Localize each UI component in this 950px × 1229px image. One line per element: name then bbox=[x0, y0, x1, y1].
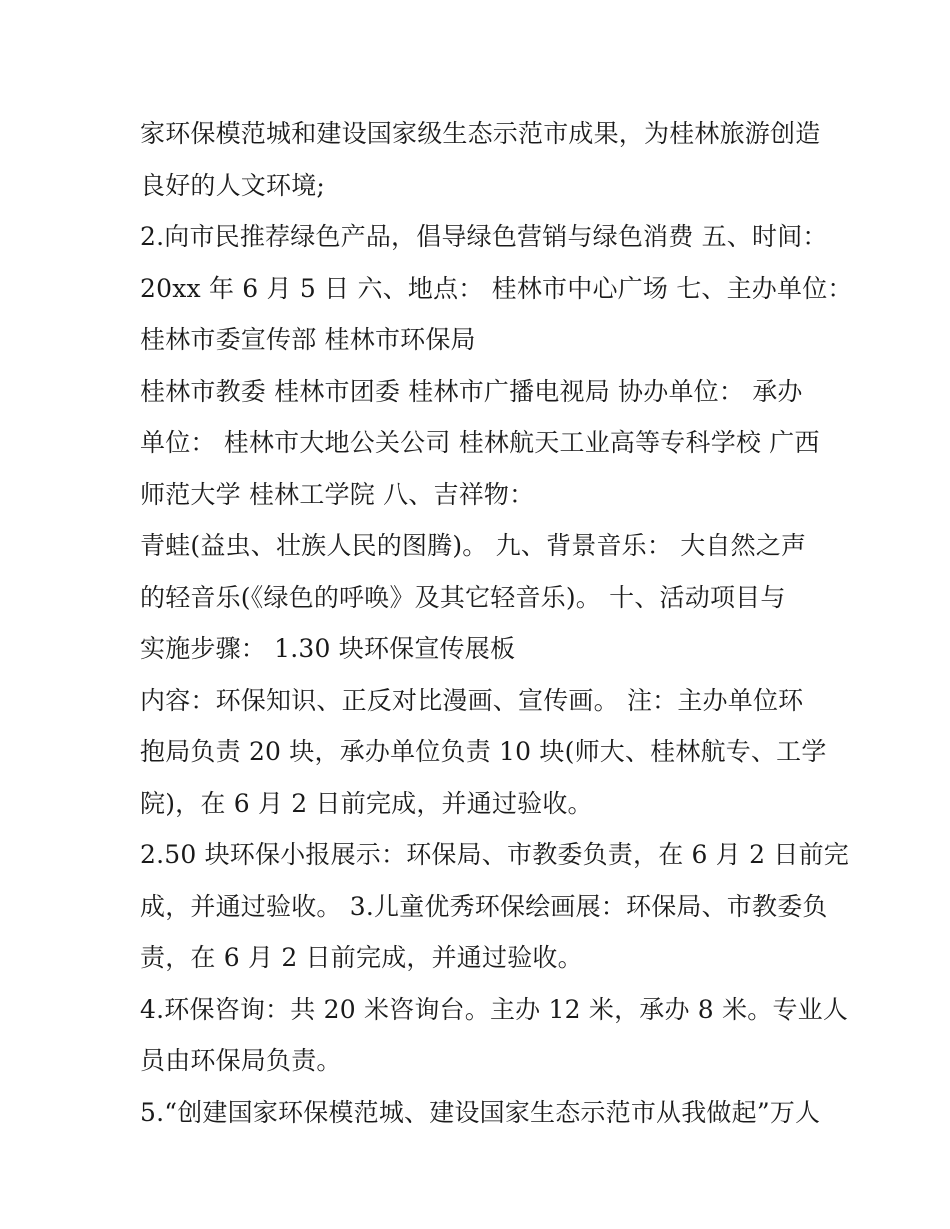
text-line: 家环保模范城和建设国家级生态示范市成果，为桂林旅游创造 bbox=[140, 119, 821, 148]
text-line: 4.环保咨询：共 20 米咨询台。主办 12 米，承办 8 米。专业人 bbox=[140, 994, 849, 1024]
text-line: 5.“创建国家环保模范城、建设国家生态示范市从我做起”万人 bbox=[140, 1097, 821, 1127]
text-line: 员由环保局负责。 bbox=[140, 1046, 342, 1075]
text-line: 院)，在 6 月 2 日前完成，并通过验收。 bbox=[140, 788, 593, 818]
text-line: 青蛙(益虫、壮族人民的图腾)。 九、背景音乐： 大自然之声 bbox=[140, 531, 807, 560]
text-line: 2.向市民推荐绿色产品，倡导绿色营销与绿色消费 五、时间： bbox=[140, 222, 828, 251]
document-body bbox=[140, 108, 853, 1138]
text-line: 师范大学 桂林工学院 八、吉祥物： bbox=[140, 479, 535, 509]
text-line: 实施步骤： 1.30 块环保宣传展板 bbox=[140, 634, 516, 663]
text-line: 单位： 桂林市大地公关公司 桂林航天工业高等专科学校 广西 bbox=[140, 428, 820, 457]
text-line: 2.50 块环保小报展示：环保局、市教委负责，在 6 月 2 日前完 bbox=[140, 840, 850, 869]
text-line: 良好的人文环境; bbox=[140, 170, 326, 200]
text-line: 内容：环保知识、正反对比漫画、宣传画。 注：主办单位环 bbox=[140, 685, 804, 715]
text-line: 责，在 6 月 2 日前完成，并通过验收。 bbox=[140, 943, 583, 972]
text-line: 抱局负责 20 块，承办单位负责 10 块(师大、桂林航专、工学 bbox=[140, 737, 827, 766]
text-line: 成，并通过验收。 3.儿童优秀环保绘画展：环保局、市教委负 bbox=[140, 891, 828, 921]
text-line: 桂林市委宣传部 桂林市环保局 bbox=[140, 325, 476, 354]
text-line: 20xx 年 6 月 5 日 六、地点： 桂林市中心广场 七、主办单位： bbox=[140, 273, 853, 303]
text-line: 桂林市教委 桂林市团委 桂林市广播电视局 协办单位： 承办 bbox=[140, 376, 803, 406]
text-line: 的轻音乐(《绿色的呼唤》及其它轻音乐)。 十、活动项目与 bbox=[140, 582, 786, 612]
